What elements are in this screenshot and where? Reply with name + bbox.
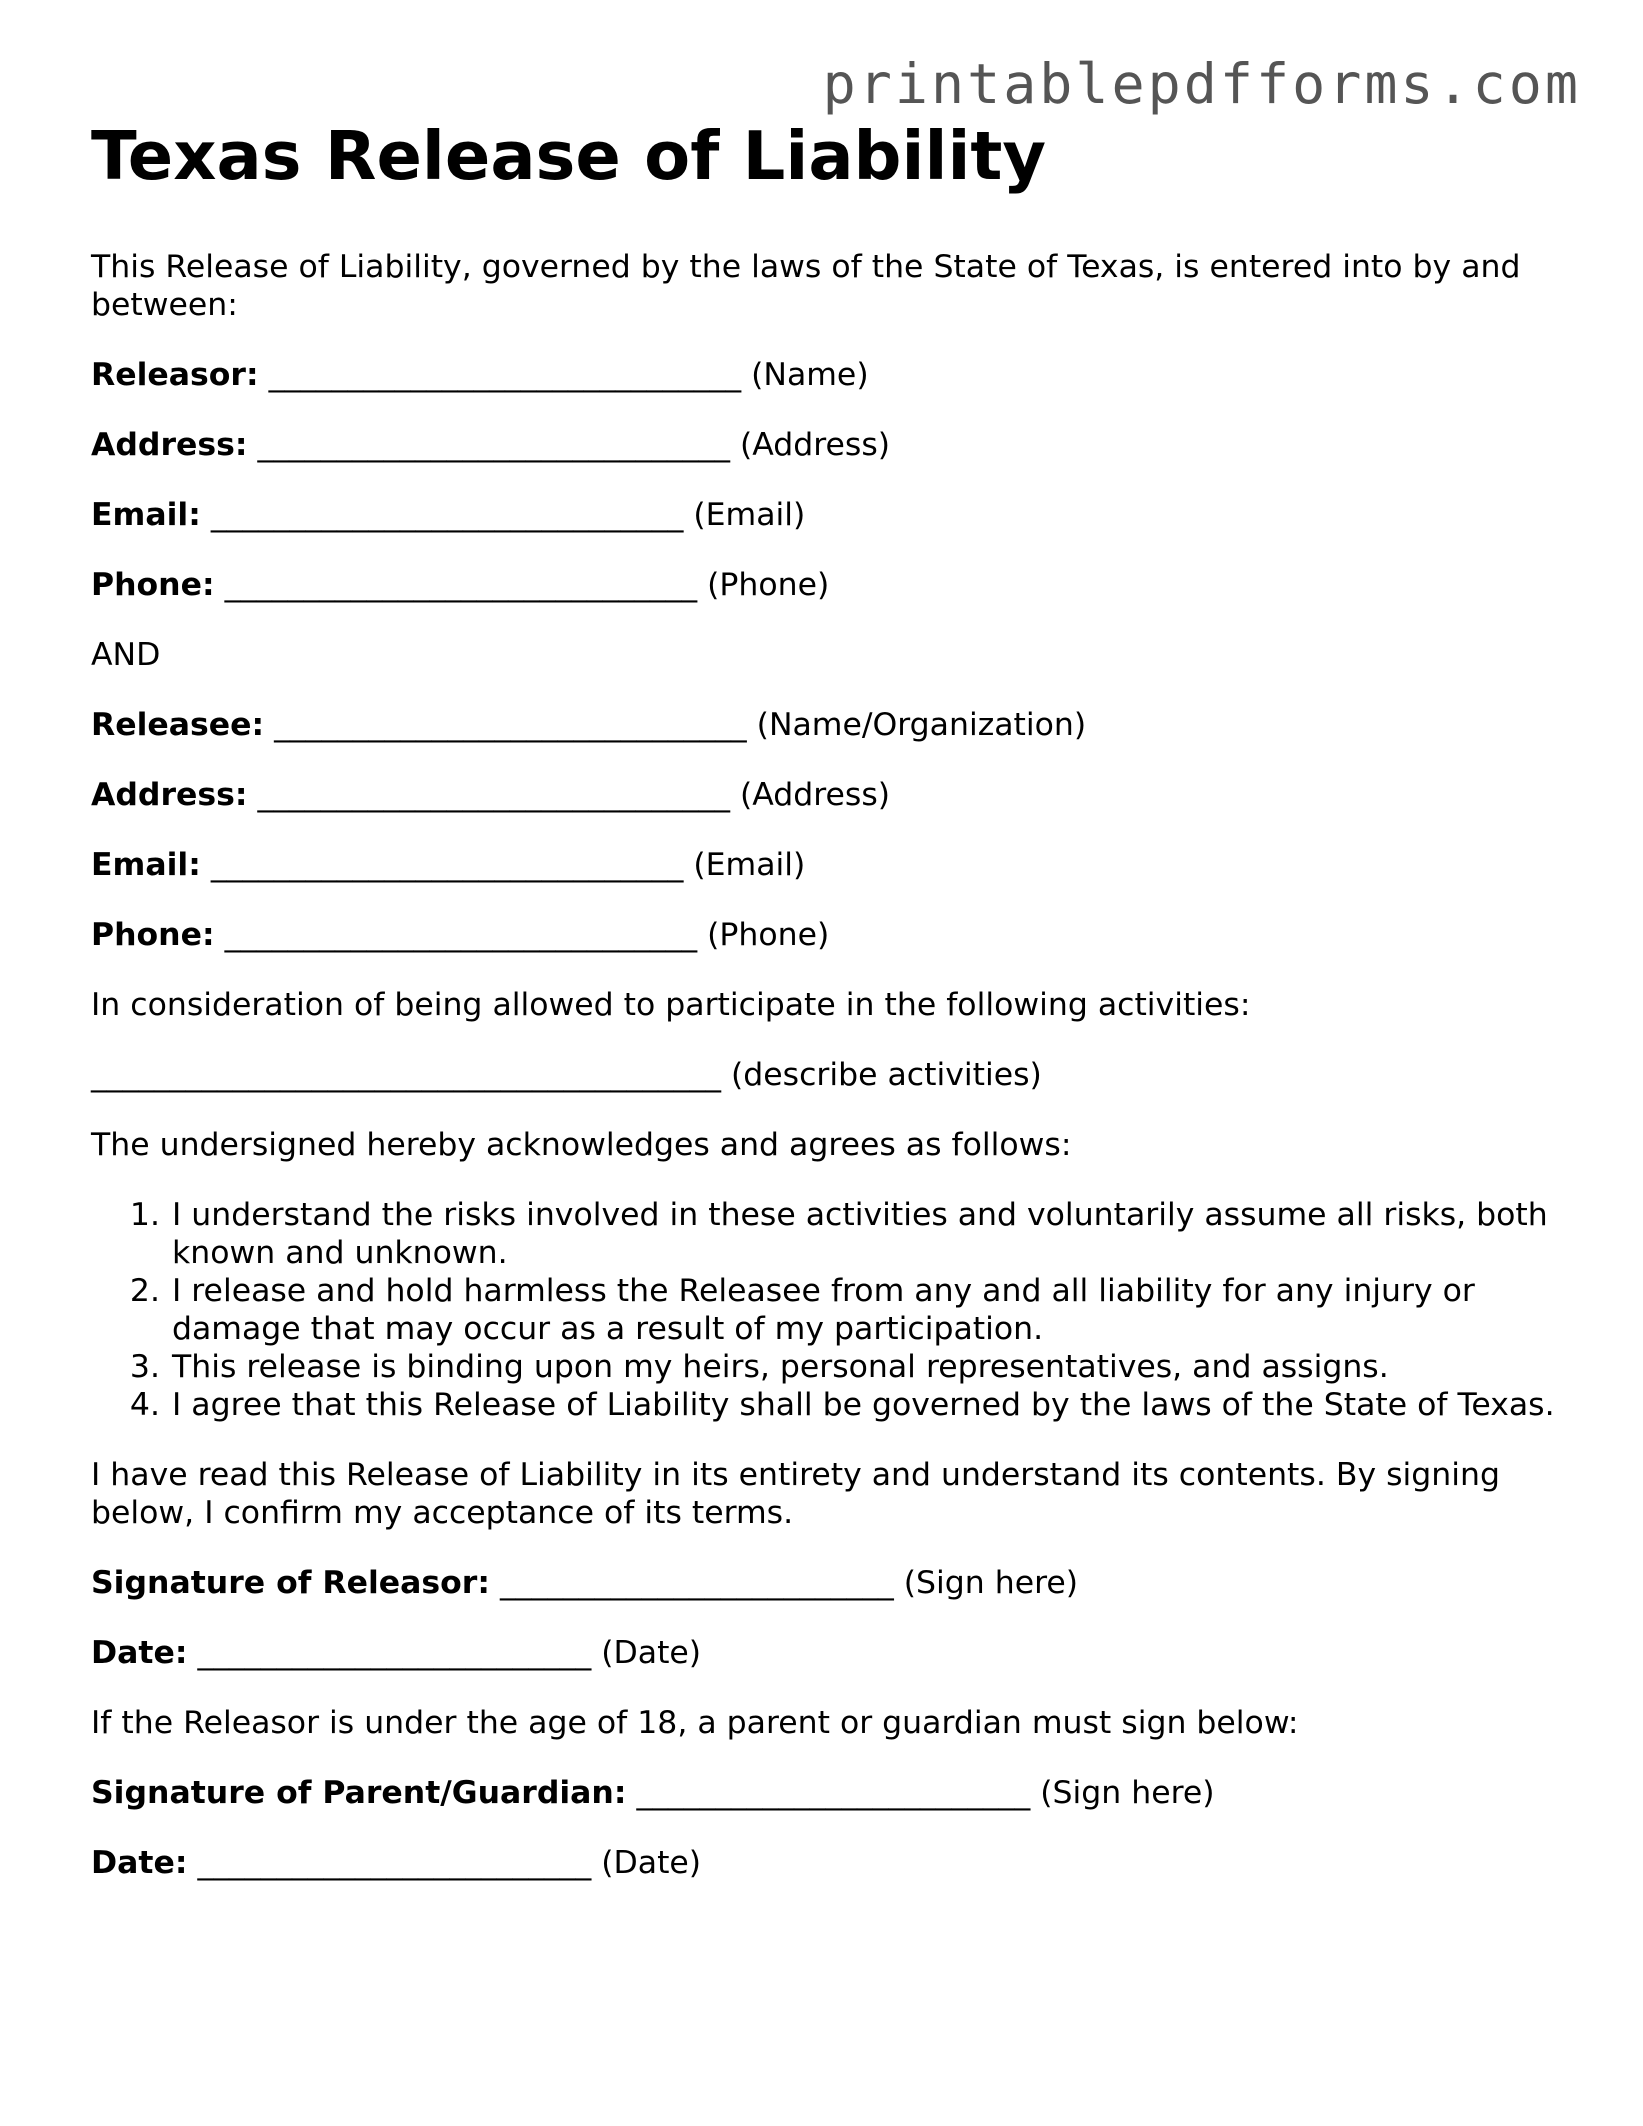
releasor-date-label: Date: [91,1635,188,1671]
guardian-signature-label: Signature of Parent/Guardian: [91,1775,627,1811]
guardian-signature-blank[interactable]: _________________________ [636,1775,1031,1811]
site-watermark: printablepdfforms.com [822,52,1581,116]
releasee-address-label: Address: [91,777,248,813]
confirmation-paragraph: I have read this Release of Liability in its entirety and understand its contents. By signing below, I confirm my acceptance of its terms. [91,1457,1500,1531]
release-form [91,114,1561,1914]
releasor-phone-blank[interactable]: ______________________________ [224,567,698,603]
releasor-phone-hint: (Phone) [707,567,830,603]
releasor-address-blank[interactable]: ______________________________ [257,427,730,463]
releasor-email-blank[interactable]: ______________________________ [210,497,684,533]
releasee-email-field [91,846,1561,884]
activities-blank[interactable]: ________________________________________ [91,1057,721,1093]
terms-list [91,1196,1561,1424]
releasee-email-blank[interactable]: ______________________________ [210,847,684,883]
releasor-signature-field [91,1564,1561,1602]
guardian-date-hint: (Date) [601,1845,702,1881]
releasor-address-hint: (Address) [740,427,891,463]
guardian-date-field [91,1844,1561,1882]
releasor-signature-hint: (Sign here) [903,1565,1078,1601]
guardian-date-blank[interactable]: _________________________ [197,1845,592,1881]
and-separator: AND [91,637,161,673]
releasor-phone-field [91,566,1561,604]
page-title: Texas Release of Liability [91,117,1047,195]
guardian-date-label: Date: [91,1845,188,1881]
releasee-email-hint: (Email) [693,847,806,883]
guardian-signature-field [91,1774,1561,1812]
activities-hint: (describe activities) [731,1057,1042,1093]
releasee-address-blank[interactable]: ______________________________ [257,777,730,813]
term-item: 2. I release and hold harmless the Releasee from any and all liability for any injury or damage that may occur as a result of my participation. [170,1272,1561,1348]
releasee-address-field [91,776,1561,814]
releasee-phone-hint: (Phone) [707,917,830,953]
releasor-date-blank[interactable]: _________________________ [197,1635,592,1671]
intro-paragraph: This Release of Liability, governed by the laws of the State of Texas, is entered into by and between: [91,249,1521,323]
releasor-email-label: Email: [91,497,201,533]
minor-notice-paragraph: If the Releasor is under the age of 18, a parent or guardian must sign below: [91,1705,1299,1741]
releasee-phone-label: Phone: [91,917,215,953]
term-item: 1. I understand the risks involved in these activities and voluntarily assume all risks, both known and unknown. [170,1196,1561,1272]
releasor-address-label: Address: [91,427,248,463]
releasee-address-hint: (Address) [740,777,891,813]
releasee-name-blank[interactable]: ______________________________ [274,707,747,743]
releasee-name-hint: (Name/Organization) [756,707,1087,743]
acknowledge-paragraph: The undersigned hereby acknowledges and agrees as follows: [91,1127,1072,1163]
releasee-phone-blank[interactable]: ______________________________ [224,917,698,953]
releasor-email-field [91,496,1561,534]
releasor-date-hint: (Date) [601,1635,702,1671]
releasee-email-label: Email: [91,847,201,883]
releasor-name-field [91,356,1561,394]
releasor-signature-label: Signature of Releasor: [91,1565,490,1601]
releasor-name-blank[interactable]: ______________________________ [268,357,742,393]
term-item: 4. I agree that this Release of Liability shall be governed by the laws of the State of Texas. [170,1386,1561,1424]
releasor-email-hint: (Email) [693,497,806,533]
releasor-signature-blank[interactable]: _________________________ [499,1565,894,1601]
releasor-name-hint: (Name) [751,357,869,393]
guardian-signature-hint: (Sign here) [1040,1775,1215,1811]
releasee-phone-field [91,916,1561,954]
releasor-phone-label: Phone: [91,567,215,603]
releasor-date-field [91,1634,1561,1672]
term-item: 3. This release is binding upon my heirs, personal representatives, and assigns. [170,1348,1561,1386]
releasee-name-field [91,706,1561,744]
releasor-name-label: Releasor: [91,357,259,393]
releasee-name-label: Releasee: [91,707,265,743]
consideration-paragraph: In consideration of being allowed to participate in the following activities: [91,987,1251,1023]
activities-field [91,1056,1561,1094]
releasor-address-field [91,426,1561,464]
